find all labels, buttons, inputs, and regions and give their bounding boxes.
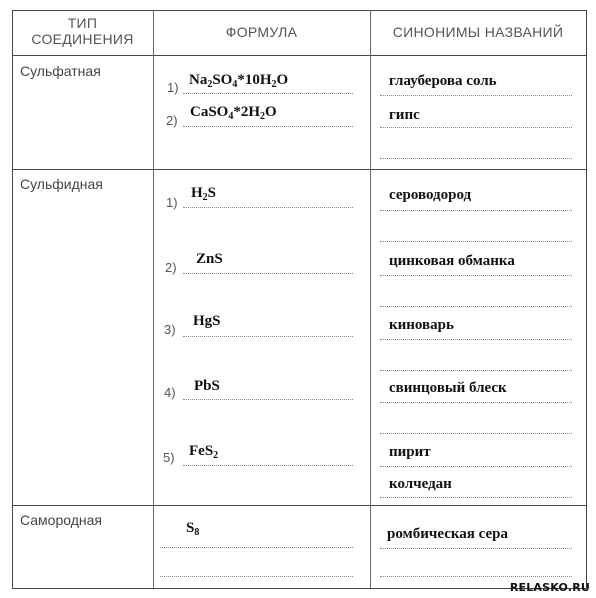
- formula-writing-line: [183, 336, 353, 337]
- group-type-sulfate: Сульфатная: [20, 63, 101, 79]
- header-bottom-border: [12, 55, 586, 56]
- header-type-line2: СОЕДИНЕНИЯ: [31, 31, 134, 47]
- synonym-writing-line: [380, 127, 572, 128]
- formula-value: $S_8$: [186, 520, 200, 538]
- formula-value: FeS$_2$: [189, 443, 219, 461]
- synonym-writing-line: [380, 433, 572, 434]
- table-bottom-border: [12, 588, 586, 589]
- table-right-border: [586, 10, 587, 588]
- formula-value: HgS: [193, 313, 221, 329]
- synonym-value: сероводород: [389, 187, 472, 203]
- formula-writing-line: [183, 465, 353, 466]
- synonym-writing-line: [380, 497, 572, 498]
- formula-value: $CaSO_4*2H_2O$: [190, 104, 277, 122]
- formula-writing-line: [183, 273, 353, 274]
- row-number: 2): [166, 113, 178, 128]
- table-top-border: [12, 10, 586, 11]
- synonym-value: ромбическая сера: [387, 526, 508, 542]
- group-divider-sulfate: [12, 169, 586, 170]
- group-type-sulfide: Сульфидная: [20, 176, 103, 192]
- synonym-value: колчедан: [389, 476, 452, 492]
- group-type-native: Самородная: [20, 512, 102, 528]
- formula-writing-line: [183, 207, 353, 208]
- synonym-writing-line: [380, 466, 572, 467]
- row-number: 5): [163, 450, 175, 465]
- formula-writing-line: [183, 126, 353, 127]
- row-number: 1): [166, 195, 178, 210]
- synonym-value: свинцовый блеск: [389, 380, 507, 396]
- synonym-writing-line: [380, 158, 572, 159]
- synonym-writing-line: [380, 275, 572, 276]
- row-number: 2): [165, 260, 177, 275]
- row-number: 3): [164, 322, 176, 337]
- synonym-value: киноварь: [389, 317, 454, 333]
- synonym-writing-line: [380, 241, 572, 242]
- column-divider-type: [153, 10, 154, 588]
- synonym-writing-line: [380, 576, 572, 577]
- synonym-value: цинковая обманка: [389, 253, 515, 269]
- watermark: RELASKO.RU: [509, 581, 590, 594]
- synonym-writing-line: [380, 95, 572, 96]
- formula-writing-line: [160, 576, 353, 577]
- formula-value: $H_2S$: [191, 185, 217, 203]
- synonym-writing-line: [380, 370, 572, 371]
- header-type-line1: ТИП: [67, 15, 98, 31]
- header-synonyms: СИНОНИМЫ НАЗВАНИЙ: [392, 24, 564, 40]
- formula-writing-line: [183, 93, 353, 94]
- formula-value: PbS: [194, 378, 220, 394]
- synonym-value: пирит: [389, 444, 431, 460]
- synonym-value: гипс: [389, 107, 420, 123]
- formula-value: ZnS: [196, 251, 223, 267]
- table-left-border: [12, 10, 13, 588]
- synonym-value: глауберова соль: [389, 73, 497, 89]
- group-divider-sulfide: [12, 505, 586, 506]
- formula-writing-line: [183, 399, 353, 400]
- formula-value: $Na_2SO_4*10H_2O$: [189, 72, 289, 90]
- header-formula: ФОРМУЛА: [225, 24, 298, 40]
- column-divider-formula: [370, 10, 371, 588]
- row-number: 1): [167, 80, 179, 95]
- synonym-writing-line: [380, 402, 572, 403]
- synonym-writing-line: [380, 210, 572, 211]
- synonym-writing-line: [380, 339, 572, 340]
- synonym-writing-line: [380, 306, 572, 307]
- header-type: [12, 15, 153, 47]
- row-number: 4): [164, 385, 176, 400]
- synonym-writing-line: [380, 548, 572, 549]
- formula-writing-line: [160, 547, 353, 548]
